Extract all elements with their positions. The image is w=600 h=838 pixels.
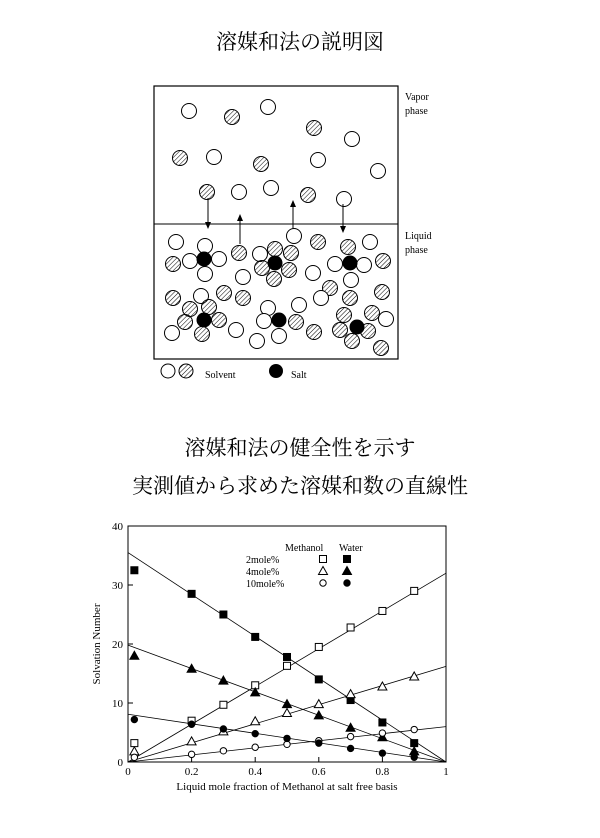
data-point (346, 723, 355, 731)
salt-ion-molecule (272, 313, 287, 328)
vapor-label: Vapor (405, 92, 429, 103)
data-point (188, 751, 194, 757)
solvent-hatched-molecule (284, 246, 299, 261)
solvent-hatched-molecule (337, 308, 352, 323)
liquid-label: phase (405, 245, 428, 256)
salt-ion-molecule (197, 313, 212, 328)
solvent-hatched-molecule (345, 334, 360, 349)
data-point (220, 701, 227, 708)
data-point (379, 719, 386, 726)
chart-heading-line1: 溶媒和法の健全性を示す (184, 436, 416, 460)
solvent-open-molecule (371, 164, 386, 179)
data-point (219, 676, 228, 684)
x-tick-label: 0.2 (184, 766, 199, 778)
solvent-hatched-molecule (307, 325, 322, 340)
solvent-open-molecule (169, 235, 184, 250)
data-point (315, 643, 322, 650)
x-tick-label: 0.6 (311, 766, 326, 778)
data-point (411, 587, 418, 594)
salt-ion-molecule (197, 252, 212, 267)
solvent-hatched-molecule (166, 257, 181, 272)
x-tick-label: 0.4 (248, 766, 263, 778)
solvent-hatched-molecule (376, 254, 391, 269)
y-tick-label: 10 (112, 698, 123, 710)
x-axis-label: Liquid mole fraction of Methanol at salt free basis (176, 781, 398, 793)
legend-label-4mole: 4mole% (246, 567, 280, 578)
legend-header-water: Water (339, 543, 363, 554)
solvent-open-molecule (264, 181, 279, 196)
y-tick-label: 20 (112, 639, 123, 651)
y-tick-label: 30 (112, 580, 123, 592)
y-tick-label: 0 (117, 757, 123, 769)
solvent-open-icon (161, 364, 175, 378)
data-point (131, 754, 137, 760)
legend-salt-label: Salt (291, 370, 307, 381)
x-tick-label: 1 (443, 766, 449, 778)
solvent-open-molecule (198, 267, 213, 282)
solvent-open-molecule (198, 239, 213, 254)
molecule-group (165, 100, 394, 356)
salt-ion-molecule (268, 256, 283, 271)
data-point (252, 744, 258, 750)
x-tick-label: 0 (125, 766, 131, 778)
data-point (347, 624, 354, 631)
salt-ion-molecule (350, 320, 365, 335)
solvent-open-molecule (306, 266, 321, 281)
solvent-hatched-molecule (307, 121, 322, 136)
solvent-hatched-molecule (375, 285, 390, 300)
data-point (347, 733, 353, 739)
solvent-open-molecule (345, 132, 360, 147)
data-point (284, 735, 290, 741)
data-point (187, 737, 196, 745)
data-point (411, 754, 417, 760)
solvent-hatched-molecule (255, 261, 270, 276)
data-point (284, 662, 291, 669)
legend-marker (319, 567, 328, 575)
solvent-open-molecule (287, 229, 302, 244)
legend-label-2mole: 2mole% (246, 555, 280, 566)
data-point (378, 682, 387, 690)
solvent-open-molecule (337, 192, 352, 207)
legend-label-10mole: 10mole% (246, 579, 285, 590)
data-point (131, 716, 137, 722)
solvent-hatched-molecule (166, 291, 181, 306)
data-point (379, 730, 385, 736)
legend-marker (320, 580, 326, 586)
solvent-open-molecule (165, 326, 180, 341)
data-point (411, 726, 417, 732)
data-point (411, 740, 418, 747)
legend-marker (344, 556, 351, 563)
solvent-hatched-icon (179, 364, 193, 378)
solvent-hatched-molecule (301, 188, 316, 203)
data-point (379, 607, 386, 614)
legend-header-methanol: Methanol (285, 543, 324, 554)
data-point (251, 717, 260, 725)
chart-heading-line2: 実測値から求めた溶媒和数の直線性 (132, 474, 468, 498)
solvent-open-molecule (344, 273, 359, 288)
solvent-open-molecule (363, 235, 378, 250)
liquid-label: Liquid (405, 231, 432, 242)
solvent-open-molecule (257, 314, 272, 329)
solvent-hatched-molecule (202, 300, 217, 315)
data-point (187, 664, 196, 672)
plot-frame (128, 526, 446, 762)
solvent-hatched-molecule (268, 242, 283, 257)
solvent-open-molecule (212, 252, 227, 267)
data-point (220, 611, 227, 618)
data-point (252, 730, 258, 736)
salt-icon (269, 364, 283, 378)
data-point (131, 740, 138, 747)
solvent-hatched-molecule (217, 286, 232, 301)
legend-marker (344, 580, 350, 586)
solvent-hatched-molecule (232, 246, 247, 261)
solvent-open-molecule (236, 270, 251, 285)
data-point (410, 672, 419, 680)
solvent-open-molecule (261, 100, 276, 115)
data-point (346, 690, 355, 698)
solvent-open-molecule (328, 257, 343, 272)
legend-solvent-label: Solvent (205, 370, 236, 381)
data-point (188, 721, 194, 727)
data-point (188, 590, 195, 597)
solvation-chart (91, 521, 449, 793)
solvent-open-molecule (183, 254, 198, 269)
diagram-title: 溶媒和法の説明図 (216, 30, 384, 54)
solvent-hatched-molecule (333, 323, 348, 338)
y-tick-label: 40 (112, 521, 123, 533)
data-point (315, 676, 322, 683)
solvent-open-molecule (379, 312, 394, 327)
data-point (220, 748, 226, 754)
solvent-hatched-molecule (341, 240, 356, 255)
data-point (314, 711, 323, 719)
data-point (220, 726, 226, 732)
legend-marker (320, 556, 327, 563)
solvent-open-molecule (207, 150, 222, 165)
solvent-hatched-molecule (178, 315, 193, 330)
data-point (347, 745, 353, 751)
solvent-open-molecule (314, 291, 329, 306)
solvent-hatched-molecule (267, 272, 282, 287)
solvent-open-molecule (311, 153, 326, 168)
solvent-hatched-molecule (289, 315, 304, 330)
solvent-open-molecule (182, 104, 197, 119)
vapor-label: phase (405, 106, 428, 117)
solvent-open-molecule (232, 185, 247, 200)
solvent-open-molecule (253, 247, 268, 262)
data-point (131, 567, 138, 574)
salt-ion-molecule (343, 256, 358, 271)
solvent-hatched-molecule (254, 157, 269, 172)
solvent-hatched-molecule (282, 263, 297, 278)
data-point (130, 651, 139, 659)
data-point (284, 653, 291, 660)
legend-marker (343, 567, 352, 575)
solvent-hatched-molecule (212, 313, 227, 328)
solvent-open-molecule (250, 334, 265, 349)
solvent-open-molecule (229, 323, 244, 338)
solvent-hatched-molecule (365, 306, 380, 321)
data-point (379, 750, 385, 756)
solvent-open-molecule (292, 298, 307, 313)
solvent-hatched-molecule (195, 327, 210, 342)
solvent-hatched-molecule (173, 151, 188, 166)
x-tick-label: 0.8 (375, 766, 390, 778)
data-point (283, 700, 292, 708)
solvent-hatched-molecule (311, 235, 326, 250)
solvent-hatched-molecule (374, 341, 389, 356)
solvent-hatched-molecule (343, 291, 358, 306)
y-axis-label: Solvation Number (91, 603, 103, 685)
solvent-open-molecule (357, 258, 372, 273)
data-point (252, 633, 259, 640)
data-point (316, 740, 322, 746)
solvent-hatched-molecule (225, 110, 240, 125)
solvent-hatched-molecule (200, 185, 215, 200)
solvent-open-molecule (272, 329, 287, 344)
solvent-hatched-molecule (236, 291, 251, 306)
data-point (283, 709, 292, 717)
